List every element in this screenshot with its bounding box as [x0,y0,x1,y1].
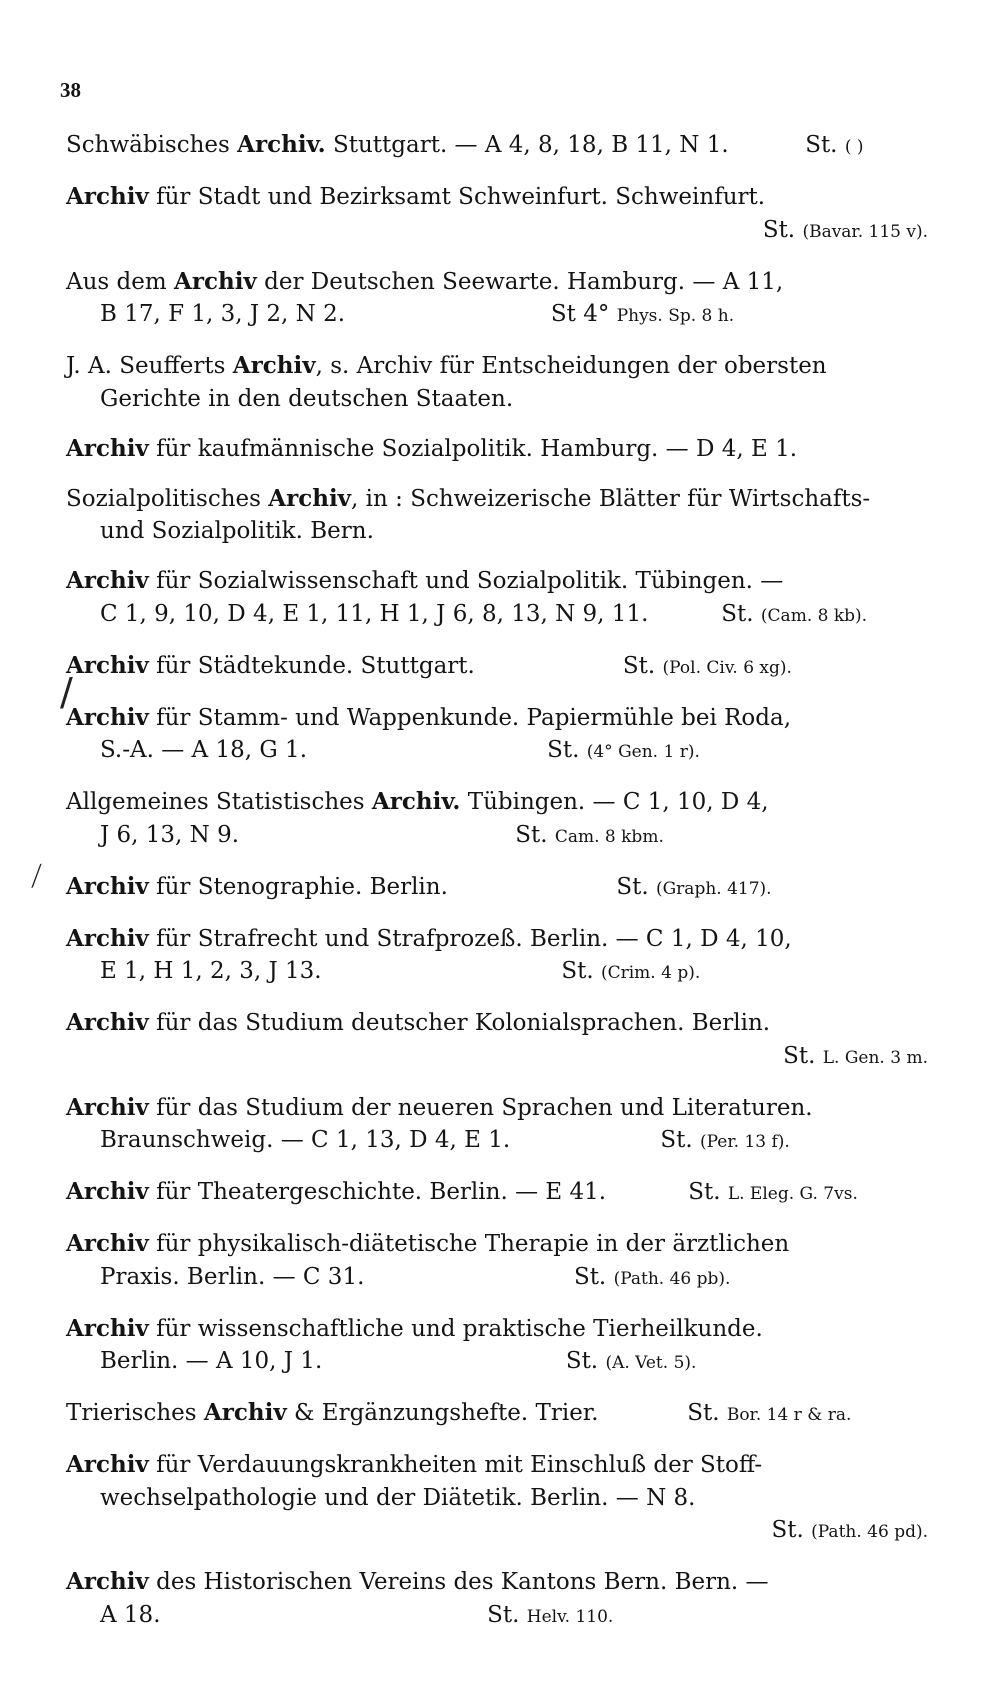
catalog-entry [66,1228,928,1295]
entry-title-line [66,483,928,516]
entry-title-line [66,266,928,299]
entry-keyword: Archiv [232,352,316,379]
entry-keyword: Archiv [66,434,149,462]
shelf-signature: (Cam. 8 kb). [760,605,868,626]
entry-keyword: Archiv [66,1314,149,1342]
catalog-entry [66,1566,928,1633]
shelf-location: St. [487,1601,520,1628]
entry-continuation-line [66,1124,928,1159]
entry-text [100,1345,322,1380]
entry-text-suffix: für das Studium der neueren Sprachen und Literaturen. [148,1094,813,1121]
catalog-entry [66,923,928,990]
entry-keyword: Archiv [66,1093,149,1121]
shelf-location: St. [688,1179,721,1205]
shelf-signature: L. Eleg. G. 7vs. [727,1184,858,1204]
shelf-signature: L. Gen. 3 m. [822,1047,928,1068]
entry-title-line [66,786,928,819]
shelf-mark [66,1040,928,1075]
entry-continuation-line [66,1345,928,1380]
shelf-location: St. [721,600,754,627]
shelf-location: St. [515,821,548,848]
entry-text [66,1452,762,1478]
shelf-signature: (4° Gen. 1 r). [586,742,700,762]
entry-text-prefix: J. A. Seufferts [66,353,233,379]
entry-keyword: Archiv. [371,788,461,815]
catalog-entry [66,483,928,548]
entry-continuation-line [66,819,928,854]
entry-text [66,1231,789,1257]
entry-text-prefix: A 18. [100,1601,161,1628]
entry-text [66,705,791,731]
entry-keyword: Archiv [66,567,149,594]
entry-text-prefix: B 17, F 1, 3, J 2, N 2. [100,301,346,327]
entry-text [66,353,827,379]
shelf-mark [551,298,734,333]
entry-text [66,568,783,594]
entry-text-prefix: C 1, 9, 10, D 4, E 1, 11, H 1, J 6, 8, 13, N 9, 11. [100,600,649,627]
entry-text [100,298,345,333]
entry-text-prefix: Aus dem [66,268,174,295]
catalog-entries [66,129,928,1651]
shelf-signature: (Bavar. 115 v). [802,221,928,242]
entry-title-line [66,923,928,956]
catalog-entry [66,565,928,632]
entry-keyword: Archiv. [237,131,326,158]
entry-title-line [66,1397,928,1432]
shelf-location: St. [561,958,594,984]
entry-text-suffix: & Ergänzungshefte. Trier. [286,1400,599,1426]
entry-continuation-line [66,1261,928,1296]
entry-text [66,129,729,164]
pencil-mark-icon: ⟋ [23,859,51,895]
entry-text [66,486,870,512]
entry-text-prefix: S.-A. — A 18, G 1. [100,737,307,763]
shelf-location: St. [687,1400,720,1426]
shelf-location: St. [565,1348,599,1374]
pencil-mark-icon: / [60,670,73,714]
entry-keyword: Archiv [66,703,149,731]
catalog-entry [66,433,928,466]
entry-keyword: Archiv [203,1399,287,1426]
shelf-mark [547,734,700,769]
entry-text [100,1599,161,1634]
shelf-signature: Phys. Sp. 8 h. [616,306,735,326]
page-number: 38 [60,78,81,102]
entry-text-prefix: Praxis. Berlin. — C 31. [100,1263,365,1290]
entry-text [66,1176,606,1211]
entry-text [66,1095,813,1121]
entry-text [100,819,239,854]
entry-text [100,598,648,633]
entry-text [66,926,792,952]
entry-title-line [66,702,928,735]
entry-text-suffix: Tübingen. — C 1, 10, D 4, [460,789,769,815]
catalog-entry [66,786,928,853]
entry-keyword: Archiv [66,1568,149,1595]
shelf-location: St. [783,1042,816,1069]
entry-text [66,436,797,462]
entry-title-line [66,1092,928,1125]
entry-continuation-line [66,1599,928,1634]
entry-title-line [66,1566,928,1599]
entry-text-suffix: für Städtekunde. Stuttgart. [148,652,475,679]
entry-title-line [66,350,928,383]
entry-text-suffix: der Deutschen Seewarte. Hamburg. — A 11, [256,268,784,295]
entry-keyword: Archiv [66,924,149,952]
entry-text [66,789,769,815]
shelf-signature: Helv. 110. [526,1606,614,1627]
entry-text [66,871,448,906]
entry-text-suffix: für das Studium deutscher Kolonialsprachen. Berlin. [148,1010,771,1036]
entry-text-suffix: für Stadt und Bezirksamt Schweinfurt. Schweinfurt. [148,184,766,210]
entry-title-line [66,650,928,685]
entry-keyword: Archiv [66,1230,149,1257]
entry-title-line [66,433,928,466]
entry-keyword: Archiv [66,872,149,900]
entry-keyword: Archiv [174,267,257,295]
entry-keyword: Archiv [66,1009,149,1036]
entry-title-line [66,1449,928,1482]
shelf-signature: (Pol. Civ. 6 xg). [662,657,792,678]
shelf-mark [688,1176,858,1211]
entry-text [100,1124,510,1159]
entry-text-prefix: J 6, 13, N 9. [100,821,240,848]
shelf-location: St 4° [550,301,610,327]
entry-keyword: Archiv [66,183,149,210]
shelf-signature: (Per. 13 f). [699,1132,790,1152]
entry-text-prefix: Braunschweig. — C 1, 13, D 4, E 1. [100,1127,511,1153]
entry-continuation-line [66,515,928,548]
entry-text-prefix: Allgemeines Statistisches [66,789,372,815]
entry-continuation-line [66,955,928,990]
entry-text-prefix: Berlin. — A 10, J 1. [100,1348,323,1374]
entry-text-prefix: wechselpathologie und der Diätetik. Berlin. — N 8. [100,1484,696,1511]
entry-continuation-line [66,1482,928,1515]
shelf-mark [721,598,867,633]
shelf-mark [66,214,928,249]
catalog-entry [66,1007,928,1074]
entry-text-prefix: E 1, H 1, 2, 3, J 13. [100,958,322,984]
catalog-entry [66,1313,928,1380]
entry-title-line [66,1007,928,1040]
shelf-location: St. [616,873,649,900]
entry-text [100,386,513,412]
entry-text [100,518,374,544]
catalog-entry [66,181,928,248]
entry-title-line [66,181,928,214]
catalog-entry [66,129,928,164]
shelf-signature: Cam. 8 kbm. [554,826,664,847]
shelf-location: St. [762,216,796,243]
entry-text [66,1010,770,1036]
catalog-entry [66,1092,928,1159]
shelf-location: St. [771,1517,804,1543]
entry-text-prefix: Trierisches [66,1400,204,1426]
shelf-signature: ( ) [844,137,864,157]
entry-title-line [66,129,928,164]
entry-text-suffix: für Stamm- und Wappenkunde. Papiermühle bei Roda, [148,704,792,731]
shelf-signature: (A. Vet. 5). [605,1353,697,1373]
entry-text [100,1485,695,1511]
entry-title-line [66,1176,928,1211]
shelf-location: St. [547,737,580,763]
entry-text-suffix: für physikalisch-diätetische Therapie in der ärztlichen [148,1231,790,1257]
entry-text-suffix: , s. Archiv für Entscheidungen der obersten [315,353,827,379]
catalog-entry [66,650,928,685]
shelf-mark [574,1261,731,1296]
entry-text-prefix: Sozialpolitisches [66,485,269,512]
shelf-mark [561,955,700,990]
entry-text [66,1316,763,1342]
entry-text-suffix: des Historischen Vereins des Kantons Bern. Bern. — [148,1569,769,1595]
entry-text [100,1261,364,1296]
shelf-mark [660,1124,789,1159]
entry-continuation-line [66,298,928,333]
entry-title-line [66,871,928,906]
entry-text-suffix: , in : Schweizerische Blätter für Wirtschafts- [351,485,871,512]
entry-text-suffix: für Stenographie. Berlin. [148,873,448,900]
entry-text [100,734,307,769]
shelf-mark [566,1345,697,1380]
catalog-entry [66,1397,928,1432]
shelf-signature: Bor. 14 r & ra. [726,1405,852,1425]
entry-text [66,1569,769,1595]
shelf-mark [66,1514,928,1549]
catalog-entry [66,702,928,769]
shelf-signature: (Crim. 4 p). [600,963,701,983]
entry-keyword: Archiv [66,1451,149,1478]
shelf-mark [687,1397,851,1432]
shelf-signature: (Path. 46 pb). [613,1268,731,1289]
entry-text-suffix: für Theatergeschichte. Berlin. — E 41. [148,1179,607,1205]
shelf-mark [515,819,664,854]
entry-text-prefix: Gerichte in den deutschen Staaten. [100,385,514,412]
shelf-signature: (Path. 46 pd). [811,1522,928,1542]
shelf-signature: (Graph. 417). [655,878,772,899]
entry-text-suffix: für wissenschaftliche und praktische Tierheilkunde. [148,1315,763,1342]
entry-continuation-line [66,734,928,769]
entry-continuation-line [66,598,928,633]
shelf-location: St. [805,132,838,158]
catalog-entry [66,266,928,333]
entry-text [66,650,475,685]
shelf-mark [623,650,792,685]
entry-text [100,955,322,990]
catalog-entry [66,1449,928,1549]
entry-title-line [66,1313,928,1346]
entry-title-line [66,565,928,598]
shelf-mark [616,871,771,906]
entry-keyword: Archiv [66,651,149,679]
entry-keyword: Archiv [268,484,352,512]
catalog-entry [66,350,928,415]
shelf-location: St. [660,1127,693,1153]
entry-text [66,1397,599,1432]
entry-text-suffix: für kaufmännische Sozialpolitik. Hamburg. — D 4, E 1. [148,435,798,462]
entry-text-suffix: Stuttgart. — A 4, 8, 18, B 11, N 1. [325,132,729,158]
entry-text-suffix: für Strafrecht und Strafprozeß. Berlin. — C 1, D 4, 10, [148,925,792,952]
entry-continuation-line [66,383,928,416]
catalog-entry [66,871,928,906]
entry-text-prefix: Schwäbisches [66,132,238,158]
shelf-location: St. [573,1263,607,1290]
entry-text [66,184,765,210]
shelf-mark [805,129,863,164]
catalog-entry [66,1176,928,1211]
entry-text-prefix: und Sozialpolitik. Bern. [100,518,374,544]
entry-text [66,269,783,295]
entry-title-line [66,1228,928,1261]
entry-text-suffix: für Sozialwissenschaft und Sozialpolitik. Tübingen. — [148,568,784,594]
entry-keyword: Archiv [66,1178,149,1205]
entry-text-suffix: für Verdauungskrankheiten mit Einschluß der Stoff- [148,1452,763,1478]
shelf-location: St. [622,652,656,679]
shelf-mark [487,1599,613,1634]
